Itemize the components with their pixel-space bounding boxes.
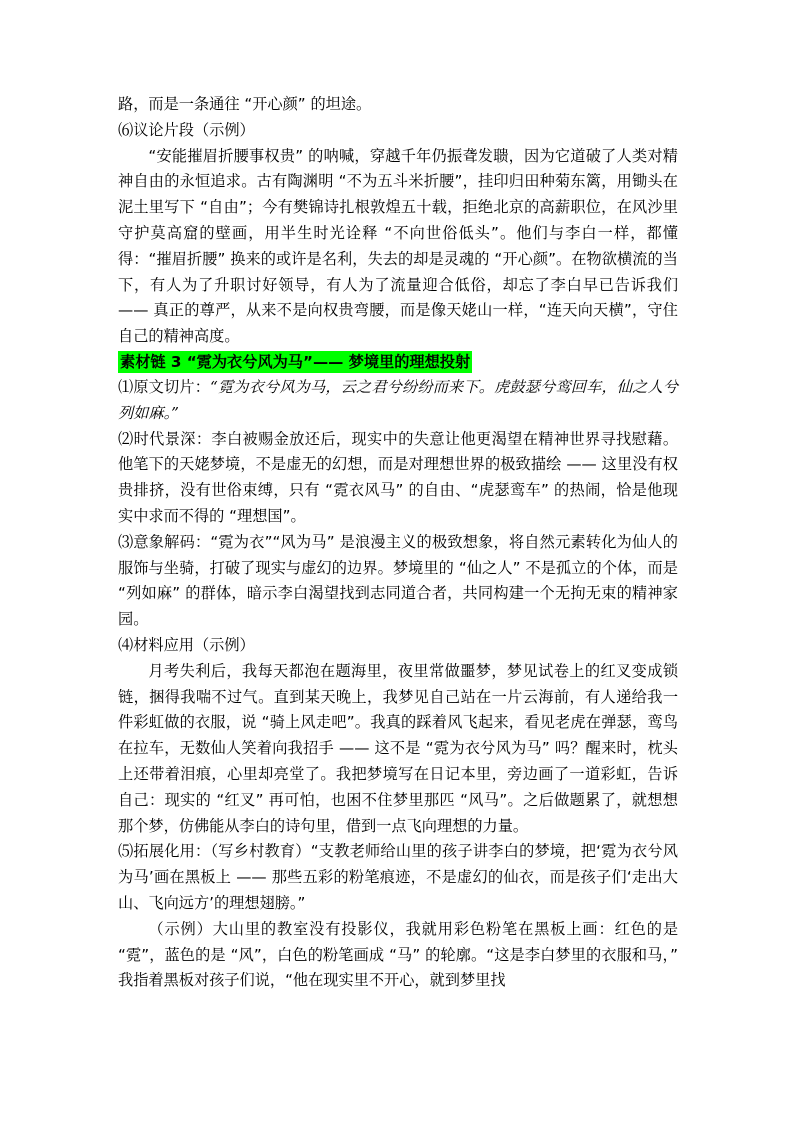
- paragraph-imagery: ⑶意象解码：“霓为衣”“风为马” 是浪漫主义的极致想象，将自然元素转化为仙人的服饰与坐骑，打破了现实与虚幻的边界。梦境里的 “仙之人” 不是孤立的个体，而是 “列如麻” 的群体，暗示李白渴望找到志同道合者，共同构建一个无拘无束的精神家园。: [118, 532, 678, 629]
- paragraph-argument: “安能摧眉折腰事权贵” 的呐喊，穿越千年仍振聋发聩，因为它道破了人类对精神自由的永恒追求。古有陶渊明 “不为五斗米折腰”，挂印归田种菊东篱，用锄头在泥土里写下 “自由”；今有樊锦诗扎根敦煌五十载，拒绝北京的高薪职位，在风沙里守护莫高窟的壁画，用半生时光诠释 “不向世俗低头”。他们与李白一样，都懂得：“摧眉折腰” 换来的或许是名利，失去的却是灵魂的 “开心颜”。在物欲横流的当下，有人为了升职讨好领导，有人为了流量迎合低俗，却忘了李白早已告诉我们 —— 真正的尊严，从来不是向权贵弯腰，而是像天姥山一样，“连天向天横”，守住自己的精神高度。: [118, 146, 678, 346]
- paragraph-original-text: [118, 375, 678, 427]
- paragraph-extension: ⑸拓展化用：（写乡村教育）“支教老师给山里的孩子讲李白的梦境，把‘霓为衣兮风为马’画在黑板上 —— 那些五彩的粉笔痕迹，不是虚幻的仙衣，而是孩子们‘走出大山、飞向远方’的理想翅膀。”: [118, 842, 678, 912]
- original-text-label: ⑴原文切片：: [118, 377, 211, 396]
- paragraph-example: （示例）大山里的教室没有投影仪，我就用彩色粉笔在黑板上画：红色的是 “霓”，蓝色的是 “风”，白色的粉笔画成 “马” 的轮廓。“这是李白梦里的衣服和马，” 我指着黑板对孩子们说，“他在现实里不开心，就到梦里找: [118, 919, 678, 990]
- section-label-application: ⑷材料应用（示例）: [118, 635, 255, 654]
- paragraph-application: 月考失利后，我每天都泡在题海里，夜里常做噩梦，梦见试卷上的红叉变成锁链，捆得我喘不过气。直到某天晚上，我梦见自己站在一片云海前，有人递给我一件彩虹做的衣服，说 “骑上风走吧”。我真的踩着风飞起来，看见老虎在弹瑟，鸾鸟在拉车，无数仙人笑着向我招手 —— 这不是 “霓为衣兮风为马” 吗？醒来时，枕头上还带着泪痕，心里却亮堂了。我把梦境写在日记本里，旁边画了一道彩虹，告诉自己：现实的 “红叉” 再可怕，也困不住梦里那匹 “风马”。之后做题累了，就想想那个梦，仿佛能从李白的诗句里，借到一点飞向理想的力量。: [118, 661, 678, 835]
- document-page: [118, 92, 678, 994]
- original-text-quote: “霓为衣兮风为马，云之君兮纷纷而来下。虎鼓瑟兮鸾回车，仙之人兮列如麻。”: [118, 377, 679, 422]
- material-heading: 素材链 3 “霓为衣兮风为马”—— 梦境里的理想投射: [120, 352, 471, 371]
- paragraph-background: ⑵时代景深：李白被赐金放还后，现实中的失意让他更渴望在精神世界寻找慰藉。他笔下的天姥梦境，不是虚无的幻想，而是对理想世界的极致描绘 —— 这里没有权贵排挤，没有世俗束缚，只有 “霓衣风马” 的自由、“虎瑟鸾车” 的热闹，恰是他现实中求而不得的 “理想国”。: [118, 429, 678, 525]
- paragraph-continuation: 路，而是一条通往 “开心颜” 的坦途。: [118, 95, 372, 113]
- section-label-argument: ⑹议论片段（示例）: [118, 120, 255, 139]
- heading-row: [118, 350, 678, 375]
